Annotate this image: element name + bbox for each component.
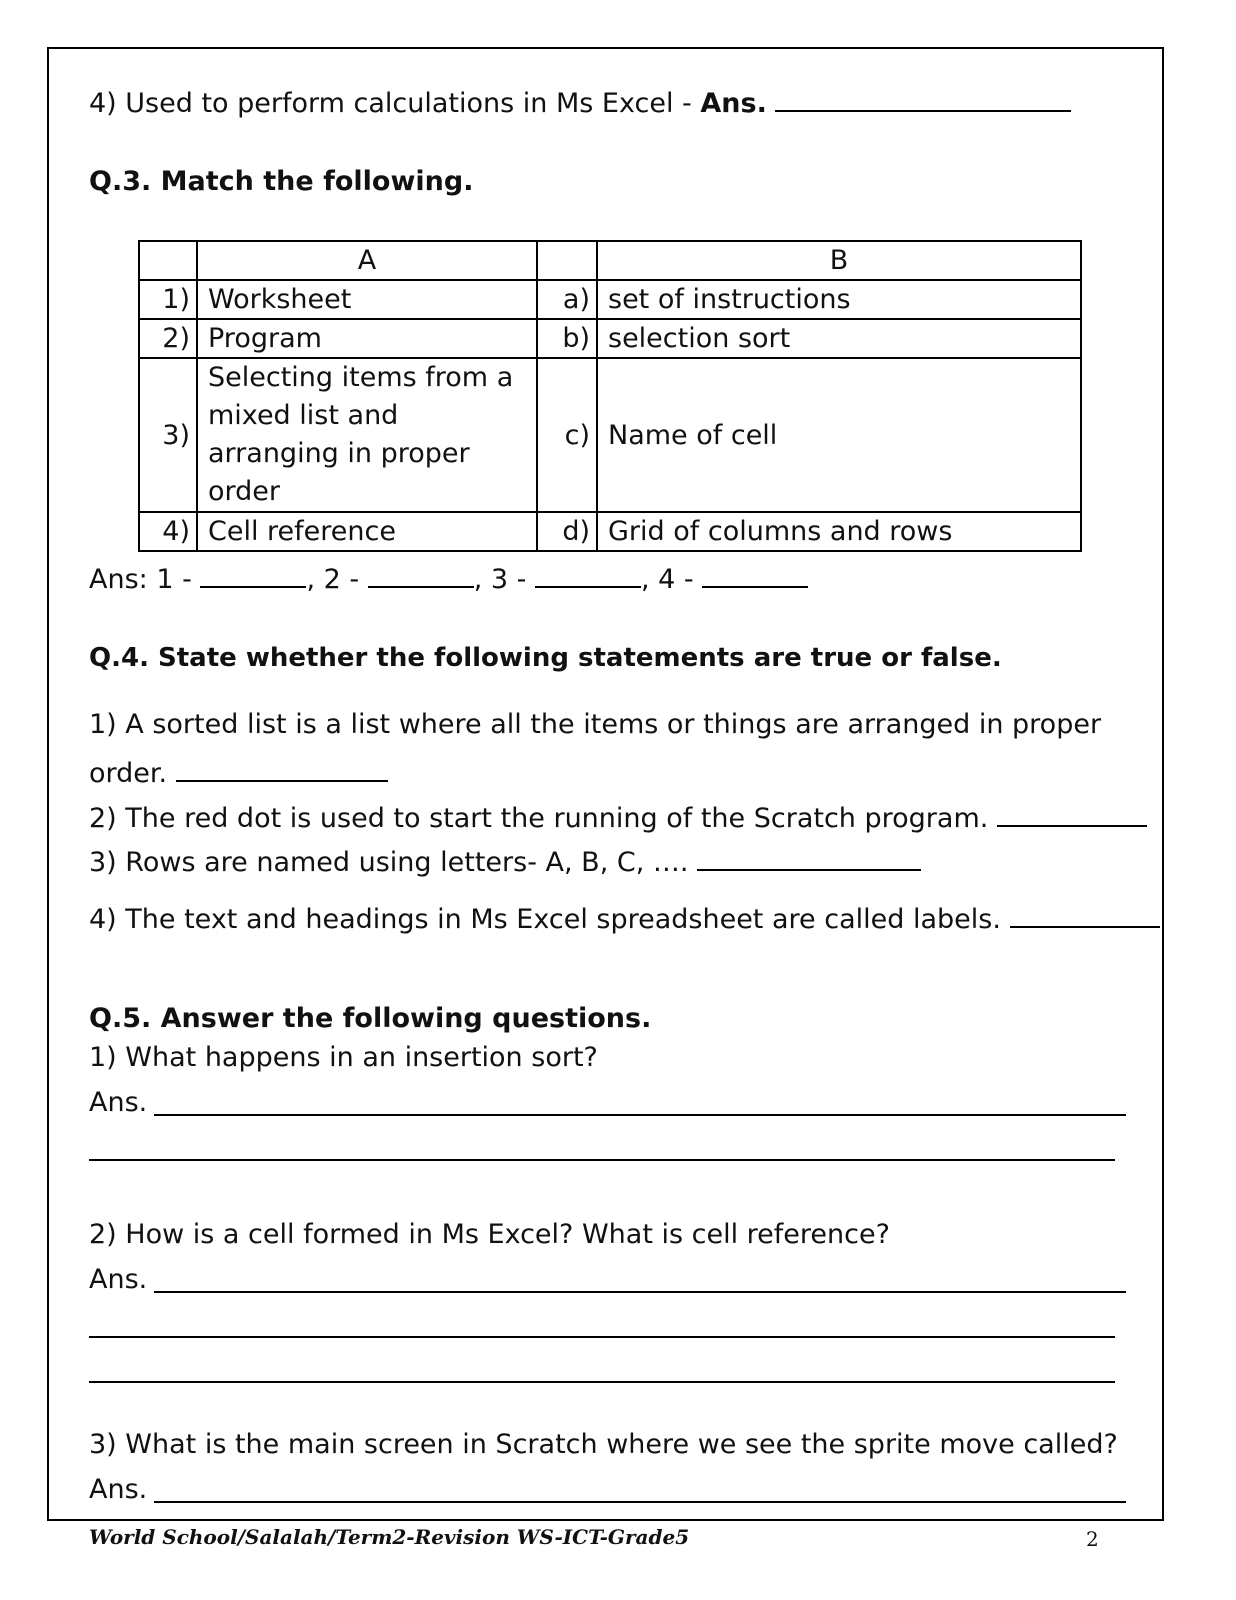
- q5-question-2: 2) How is a cell formed in Ms Excel? What is cell reference?: [89, 1219, 890, 1250]
- column-a-cell: Cell reference: [197, 512, 537, 551]
- column-b-cell: Name of cell: [597, 358, 1081, 512]
- q3-ans-2-label: , 2 -: [306, 564, 360, 595]
- q2-item-4-ans-label: Ans.: [700, 88, 767, 119]
- q3-ans-label: Ans: 1 -: [89, 564, 192, 595]
- q4-statement-4: [89, 900, 1160, 935]
- q5-question-1: 1) What happens in an insertion sort?: [89, 1042, 598, 1073]
- q5-q2-answer-line-3[interactable]: [89, 1381, 1115, 1383]
- column-b-cell: Grid of columns and rows: [597, 512, 1081, 551]
- q4-statement-1-text: order.: [89, 758, 168, 789]
- q5-q1-answer-line-1[interactable]: [154, 1114, 1126, 1116]
- q3-answer-blank-1[interactable]: [200, 560, 306, 588]
- q3-answer-blank-3[interactable]: [535, 560, 641, 588]
- table-row: [139, 319, 1081, 358]
- column-a-header: A: [197, 241, 537, 280]
- q3-answer-blank-2[interactable]: [368, 560, 474, 588]
- q4-statement-1-line-2: [89, 754, 388, 789]
- q4-statement-4-text: 4) The text and headings in Ms Excel spreadsheet are called labels.: [89, 904, 1001, 935]
- q5-q2-ans-label: Ans.: [89, 1264, 148, 1295]
- q4-statement-2: [89, 799, 1147, 834]
- column-b-header: B: [597, 241, 1081, 280]
- row-letter: c): [537, 358, 597, 512]
- q5-q1-ans-label: Ans.: [89, 1087, 148, 1118]
- column-a-cell: Worksheet: [197, 280, 537, 319]
- q5-q3-answer-line-1[interactable]: [154, 1501, 1126, 1503]
- row-number: 3): [139, 358, 197, 512]
- q2-item-4-answer-blank[interactable]: [775, 84, 1071, 112]
- column-b-cell: selection sort: [597, 319, 1081, 358]
- q4-statement-3-text: 3) Rows are named using letters- A, B, C, ….: [89, 847, 689, 878]
- q3-title: Q.3. Match the following.: [89, 166, 474, 197]
- row-letter: d): [537, 512, 597, 551]
- q3-ans-3-label: , 3 -: [473, 564, 527, 595]
- q4-answer-blank-3[interactable]: [697, 843, 921, 871]
- row-number: 2): [139, 319, 197, 358]
- column-a-cell: Program: [197, 319, 537, 358]
- table-row: [139, 512, 1081, 551]
- q4-answer-blank-1[interactable]: [176, 754, 388, 782]
- q2-item-4-text: 4) Used to perform calculations in Ms Excel -: [89, 88, 701, 119]
- q5-q1-answer-line-2[interactable]: [89, 1159, 1115, 1161]
- table-row: [139, 358, 1081, 512]
- q3-answer-blank-4[interactable]: [702, 560, 808, 588]
- table-header-row: [139, 241, 1081, 280]
- q5-q2-answer-line-2[interactable]: [89, 1336, 1115, 1338]
- q4-title: Q.4. State whether the following statements are true or false.: [89, 643, 1002, 673]
- q5-q3-ans-label: Ans.: [89, 1474, 148, 1505]
- q4-answer-blank-2[interactable]: [997, 799, 1147, 827]
- table-cell: [139, 241, 197, 280]
- column-a-cell: Selecting items from a mixed list and arranging in proper order: [197, 358, 537, 512]
- q4-answer-blank-4[interactable]: [1010, 900, 1160, 928]
- table-row: [139, 280, 1081, 319]
- q4-statement-3: [89, 843, 921, 878]
- column-b-cell: set of instructions: [597, 280, 1081, 319]
- table-cell: [537, 241, 597, 280]
- q5-title: Q.5. Answer the following questions.: [89, 1003, 652, 1034]
- row-letter: a): [537, 280, 597, 319]
- q5-q2-answer-line-1[interactable]: [154, 1291, 1126, 1293]
- q4-statement-1-line-1: 1) A sorted list is a list where all the items or things are arranged in proper: [89, 709, 1102, 740]
- row-letter: b): [537, 319, 597, 358]
- q3-ans-4-label: , 4 -: [640, 564, 694, 595]
- q5-question-3: 3) What is the main screen in Scratch where we see the sprite move called?: [89, 1429, 1118, 1460]
- footer-school-label: World School/Salalah/Term2-Revision WS-ICT-Grade5: [89, 1525, 690, 1549]
- q3-answer-line: [89, 560, 808, 595]
- q4-statement-2-text: 2) The red dot is used to start the running of the Scratch program.: [89, 803, 989, 834]
- match-table: [138, 240, 1082, 552]
- q2-item-4: [89, 84, 1071, 119]
- row-number: 4): [139, 512, 197, 551]
- page-number: 2: [1086, 1527, 1099, 1551]
- row-number: 1): [139, 280, 197, 319]
